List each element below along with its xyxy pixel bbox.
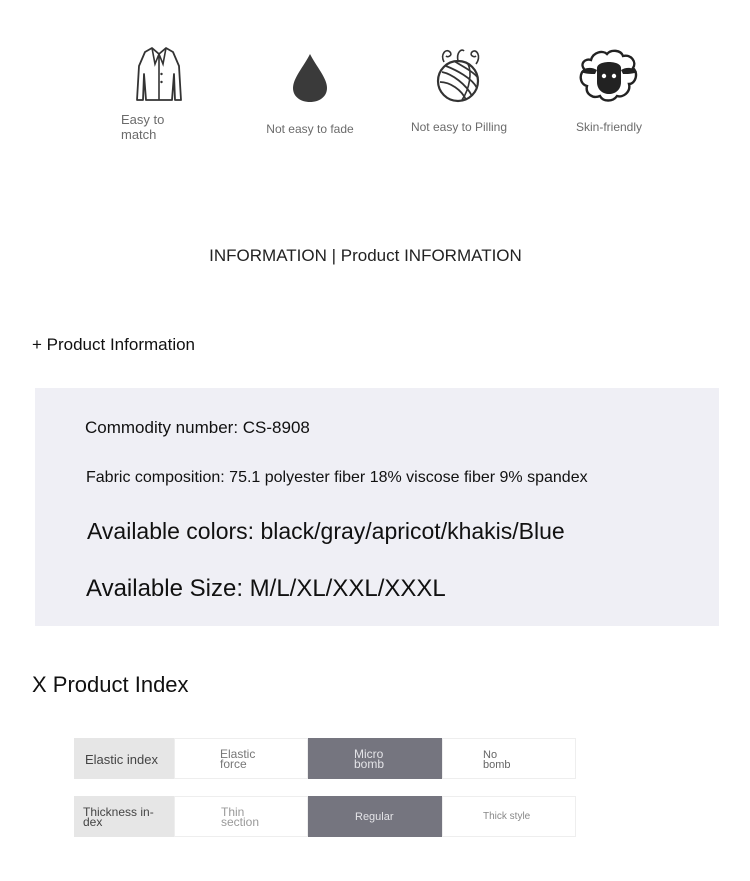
coat-icon [135,44,183,104]
index-row-label: Thickness in- dex [74,796,174,837]
water-drop-icon [290,44,330,104]
product-information-title: + Product Information [32,335,196,354]
feature-label: Not easy to Pilling [410,120,508,134]
index-option: Thick style [442,796,576,837]
commodity-number: Commodity number: CS-8908 [85,418,310,437]
feature-easy-to-match [84,44,234,142]
index-option-selected: Micro bomb [308,738,442,779]
feature-label: Easy to match [121,112,165,142]
index-row-elastic [74,738,576,779]
index-option-selected: Regular [308,796,442,837]
index-option: Elastic force [174,738,308,779]
sheep-icon [573,44,645,106]
yarn-ball-icon [432,44,486,106]
feature-label: Skin-friendly [575,120,643,134]
product-index-title: X Product Index [32,672,189,697]
available-colors: Available colors: black/gray/apricot/khakis/Blue [87,518,565,544]
index-row-label: Elastic index [74,738,174,779]
page-title: INFORMATION | Product INFORMATION [209,246,522,265]
feature-skin-friendly [534,44,684,134]
available-sizes: Available Size: M/L/XL/XXL/XXXL [86,575,446,602]
index-option: No bomb [442,738,576,779]
product-information-box [35,388,719,626]
feature-not-easy-to-fade [235,44,385,136]
index-row-thickness [74,796,576,837]
feature-label: Not easy to fade [266,122,354,136]
feature-not-easy-to-pilling [384,44,534,134]
fabric-composition: Fabric composition: 75.1 polyester fiber 18% viscose fiber 9% spandex [86,469,588,486]
index-option: Thin section [174,796,308,837]
